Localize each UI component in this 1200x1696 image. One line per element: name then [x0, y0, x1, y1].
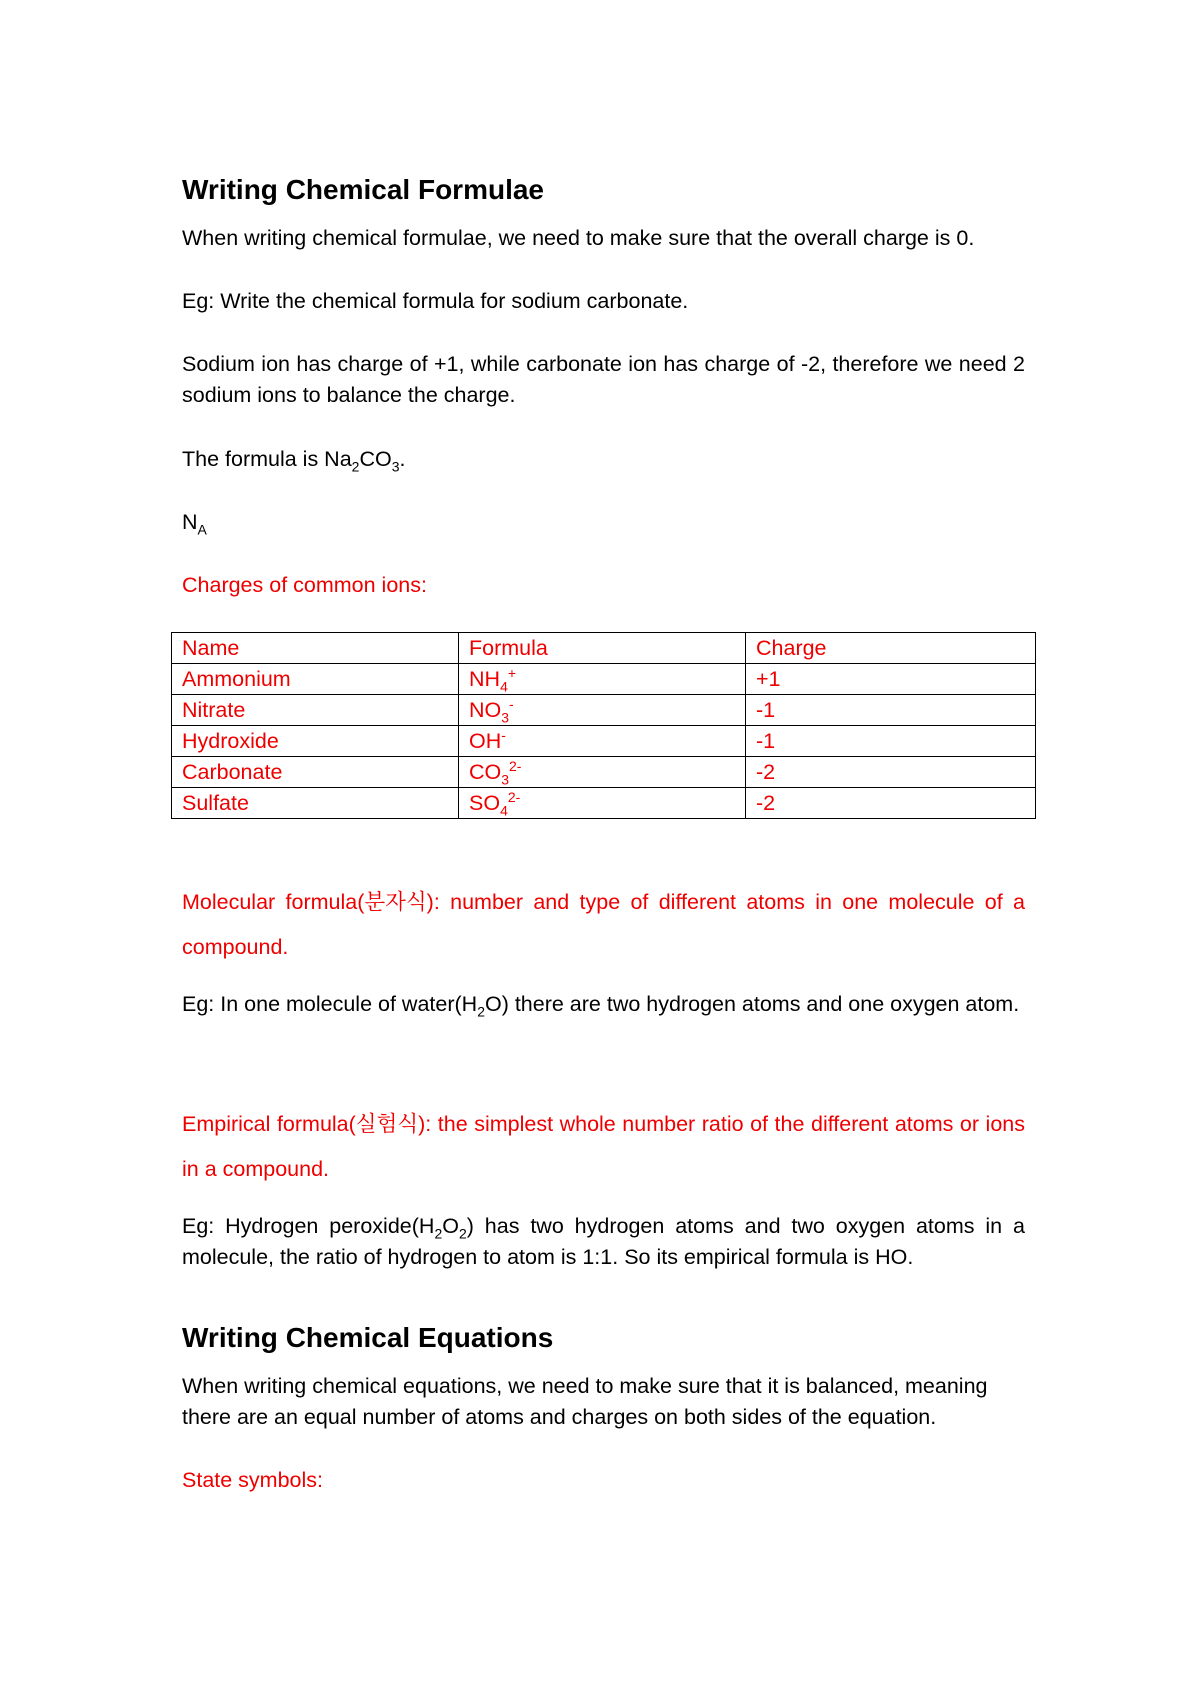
- table-row: [172, 664, 1036, 695]
- ion-charge: -2: [746, 757, 1036, 788]
- ion-charge: -1: [746, 695, 1036, 726]
- table-row: [172, 788, 1036, 819]
- table-header-row: [172, 633, 1036, 664]
- stray-text: $N_A$: [182, 510, 207, 538]
- header-charge: Charge: [746, 633, 1036, 664]
- formulae-example: Eg: Write the chemical formula for sodium carbonate.: [182, 289, 689, 313]
- empirical-formula-definition: Empirical formula(실험식): the simplest whole number ratio of the different atoms or ions in a compound.: [182, 1112, 1025, 1181]
- ion-formula: $SO_4^{2-}$: [459, 788, 746, 819]
- ion-formula: $CO_3^{2-}$: [459, 757, 746, 788]
- ion-charge: -2: [746, 788, 1036, 819]
- molecular-formula-example: Eg: In one molecule of $water(H_2O)$ there are two hydrogen atoms and one oxygen atom.: [182, 992, 1020, 1020]
- sodium-carbonate-formula: The formula is $Na_2CO_3$.: [182, 447, 406, 475]
- header-name: Name: [172, 633, 459, 664]
- table-row: [172, 695, 1036, 726]
- ion-charge: +1: [746, 664, 1036, 695]
- ion-charge: -1: [746, 726, 1036, 757]
- formulae-intro: When writing chemical formulae, we need to make sure that the overall charge is 0.: [182, 226, 975, 250]
- common-ions-table: [171, 632, 1036, 819]
- ion-formula: $NH_4^+$: [459, 664, 746, 695]
- formulae-explanation: Sodium ion has charge of +1, while carbonate ion has charge of -2, therefore we need 2 sodium ions to balance the charge.: [182, 352, 1025, 407]
- ion-formula: $NO_3^-$: [459, 695, 746, 726]
- charges-heading: Charges of common ions:: [182, 573, 427, 597]
- table-row: [172, 757, 1036, 788]
- molecular-formula-definition: Molecular formula(분자식): number and type of different atoms in one molecule of a compound.: [182, 890, 1025, 959]
- ion-name: Hydroxide: [172, 726, 459, 757]
- state-symbols-heading: State symbols:: [182, 1468, 323, 1492]
- ion-name: Sulfate: [172, 788, 459, 819]
- empirical-formula-example: Eg: Hydrogen $peroxide(H_2O_2)$ has two hydrogen atoms and two oxygen atoms in a molecule, the ratio of hydrogen to atom is 1:1. So its empirical formula is HO.: [182, 1214, 1025, 1269]
- section-title-equations: Writing Chemical Equations: [182, 1322, 554, 1353]
- ion-name: Carbonate: [172, 757, 459, 788]
- section-title-formulae: Writing Chemical Formulae: [182, 174, 544, 205]
- ion-name: Ammonium: [172, 664, 459, 695]
- ion-name: Nitrate: [172, 695, 459, 726]
- header-formula: Formula: [459, 633, 746, 664]
- ion-formula: OH-: [459, 726, 746, 757]
- table-row: [172, 726, 1036, 757]
- equations-intro: When writing chemical equations, we need to make sure that it is balanced, meaning there are an equal number of atoms and charges on both sides of the equation.: [182, 1374, 988, 1429]
